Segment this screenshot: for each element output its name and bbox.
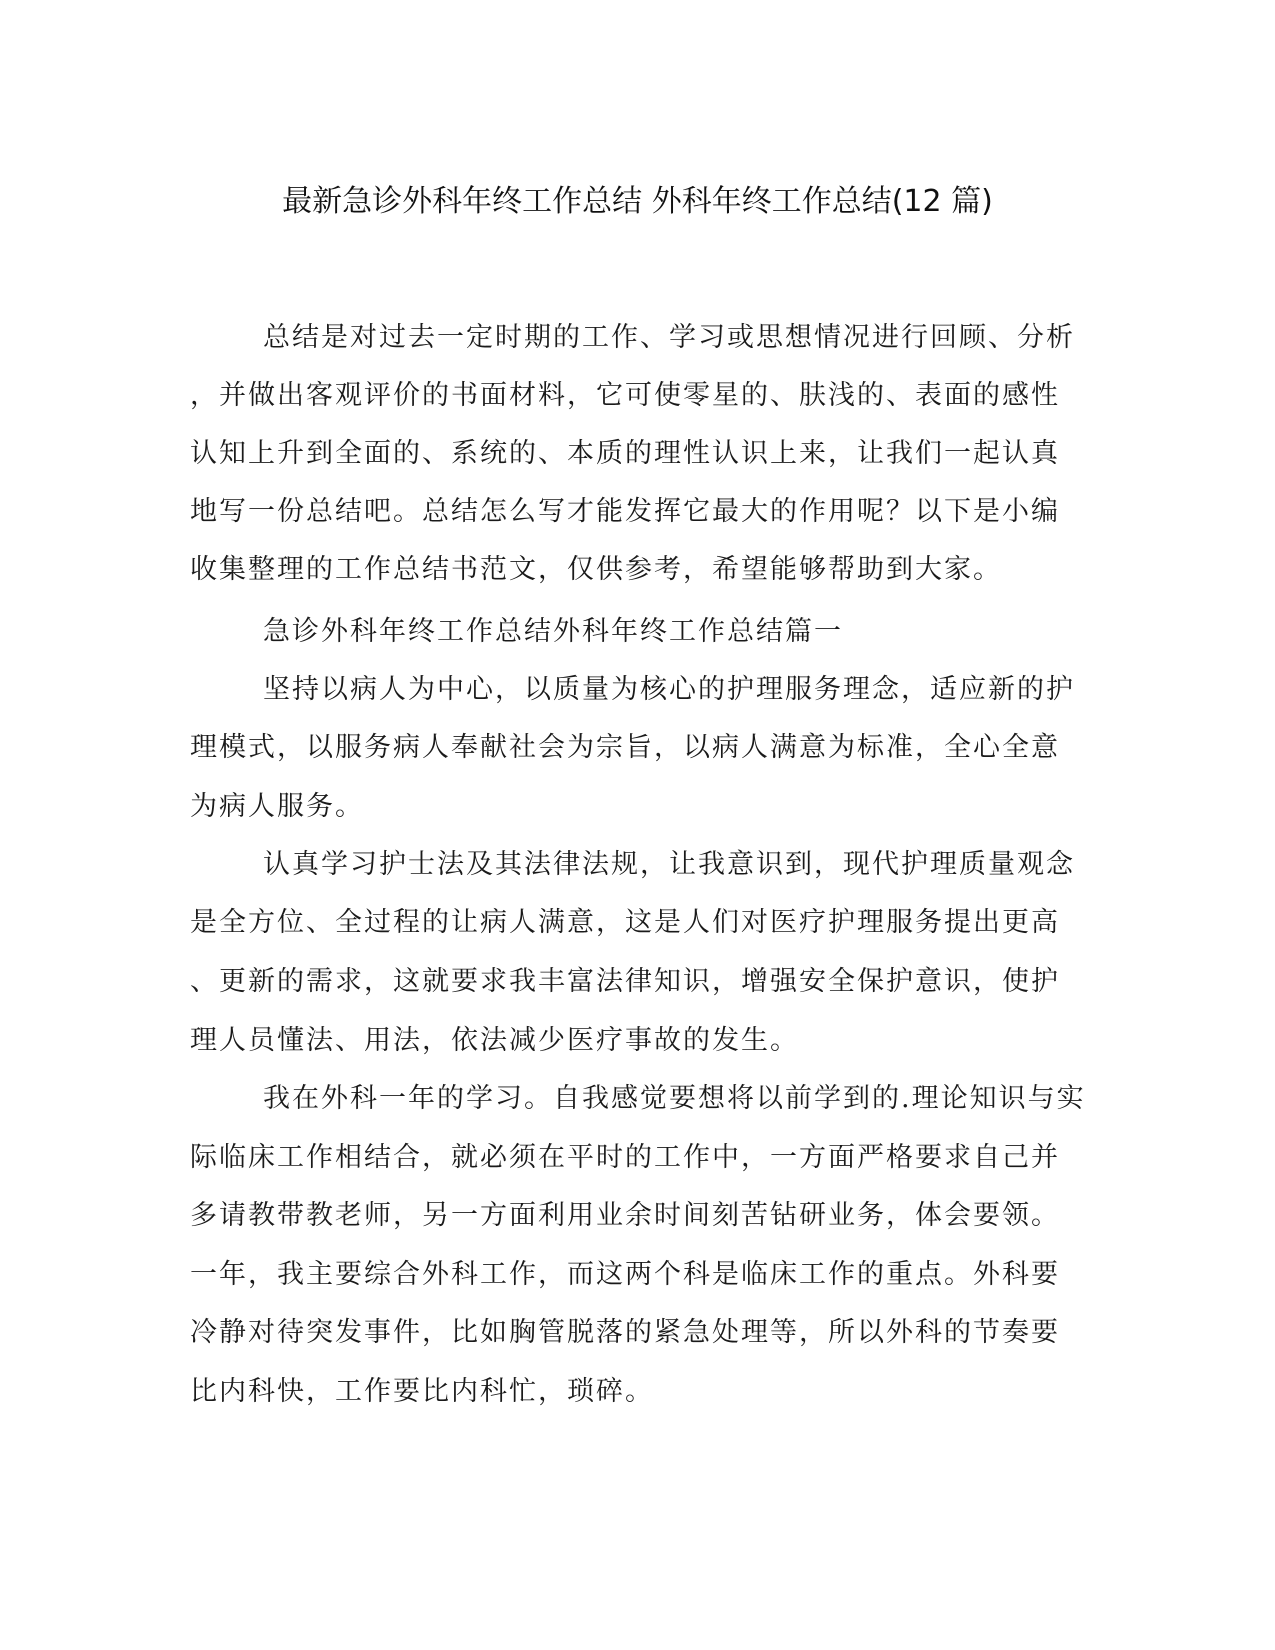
paragraph-line: 冷静对待突发事件，比如胸管脱落的紧急处理等，所以外科的节奏要 — [190, 1317, 1060, 1348]
paragraph-line: 理模式，以服务病人奉献社会为宗旨，以病人满意为标准，全心全意 — [190, 732, 1060, 763]
paragraph-line: 我在外科一年的学习。自我感觉要想将以前学到的.理论知识与实 — [263, 1083, 1086, 1114]
paragraph-line: 收集整理的工作总结书范文，仅供参考，希望能够帮助到大家。 — [190, 554, 1002, 585]
paragraph-line: 、更新的需求，这就要求我丰富法律知识，增强安全保护意识，使护 — [190, 966, 1060, 997]
section-heading: 急诊外科年终工作总结外科年终工作总结篇一 — [263, 616, 843, 647]
paragraph-line: 认知上升到全面的、系统的、本质的理性认识上来，让我们一起认真 — [190, 438, 1060, 469]
paragraph-line: 坚持以病人为中心，以质量为核心的护理服务理念，适应新的护 — [263, 674, 1075, 705]
paragraph-line: 认真学习护士法及其法律法规，让我意识到，现代护理质量观念 — [263, 849, 1075, 880]
paragraph-line: ，并做出客观评价的书面材料，它可使零星的、肤浅的、表面的感性 — [190, 380, 1060, 411]
document-title: 最新急诊外科年终工作总结 外科年终工作总结(12 篇) — [282, 184, 993, 219]
paragraph-line: 为病人服务。 — [190, 791, 364, 822]
paragraph-line: 是全方位、全过程的让病人满意，这是人们对医疗护理服务提出更高 — [190, 907, 1060, 938]
paragraph-line: 际临床工作相结合，就必须在平时的工作中，一方面严格要求自己并 — [190, 1142, 1060, 1173]
paragraph-line: 一年，我主要综合外科工作，而这两个科是临床工作的重点。外科要 — [190, 1259, 1060, 1290]
paragraph-line: 理人员懂法、用法，依法减少医疗事故的发生。 — [190, 1025, 799, 1056]
paragraph-line: 多请教带教老师，另一方面利用业余时间刻苦钻研业务，体会要领。 — [190, 1200, 1060, 1231]
paragraph-line: 比内科快，工作要比内科忙，琐碎。 — [190, 1376, 654, 1407]
paragraph-line: 地写一份总结吧。总结怎么写才能发挥它最大的作用呢？以下是小编 — [190, 496, 1060, 527]
paragraph-line: 总结是对过去一定时期的工作、学习或思想情况进行回顾、分析 — [263, 322, 1075, 353]
